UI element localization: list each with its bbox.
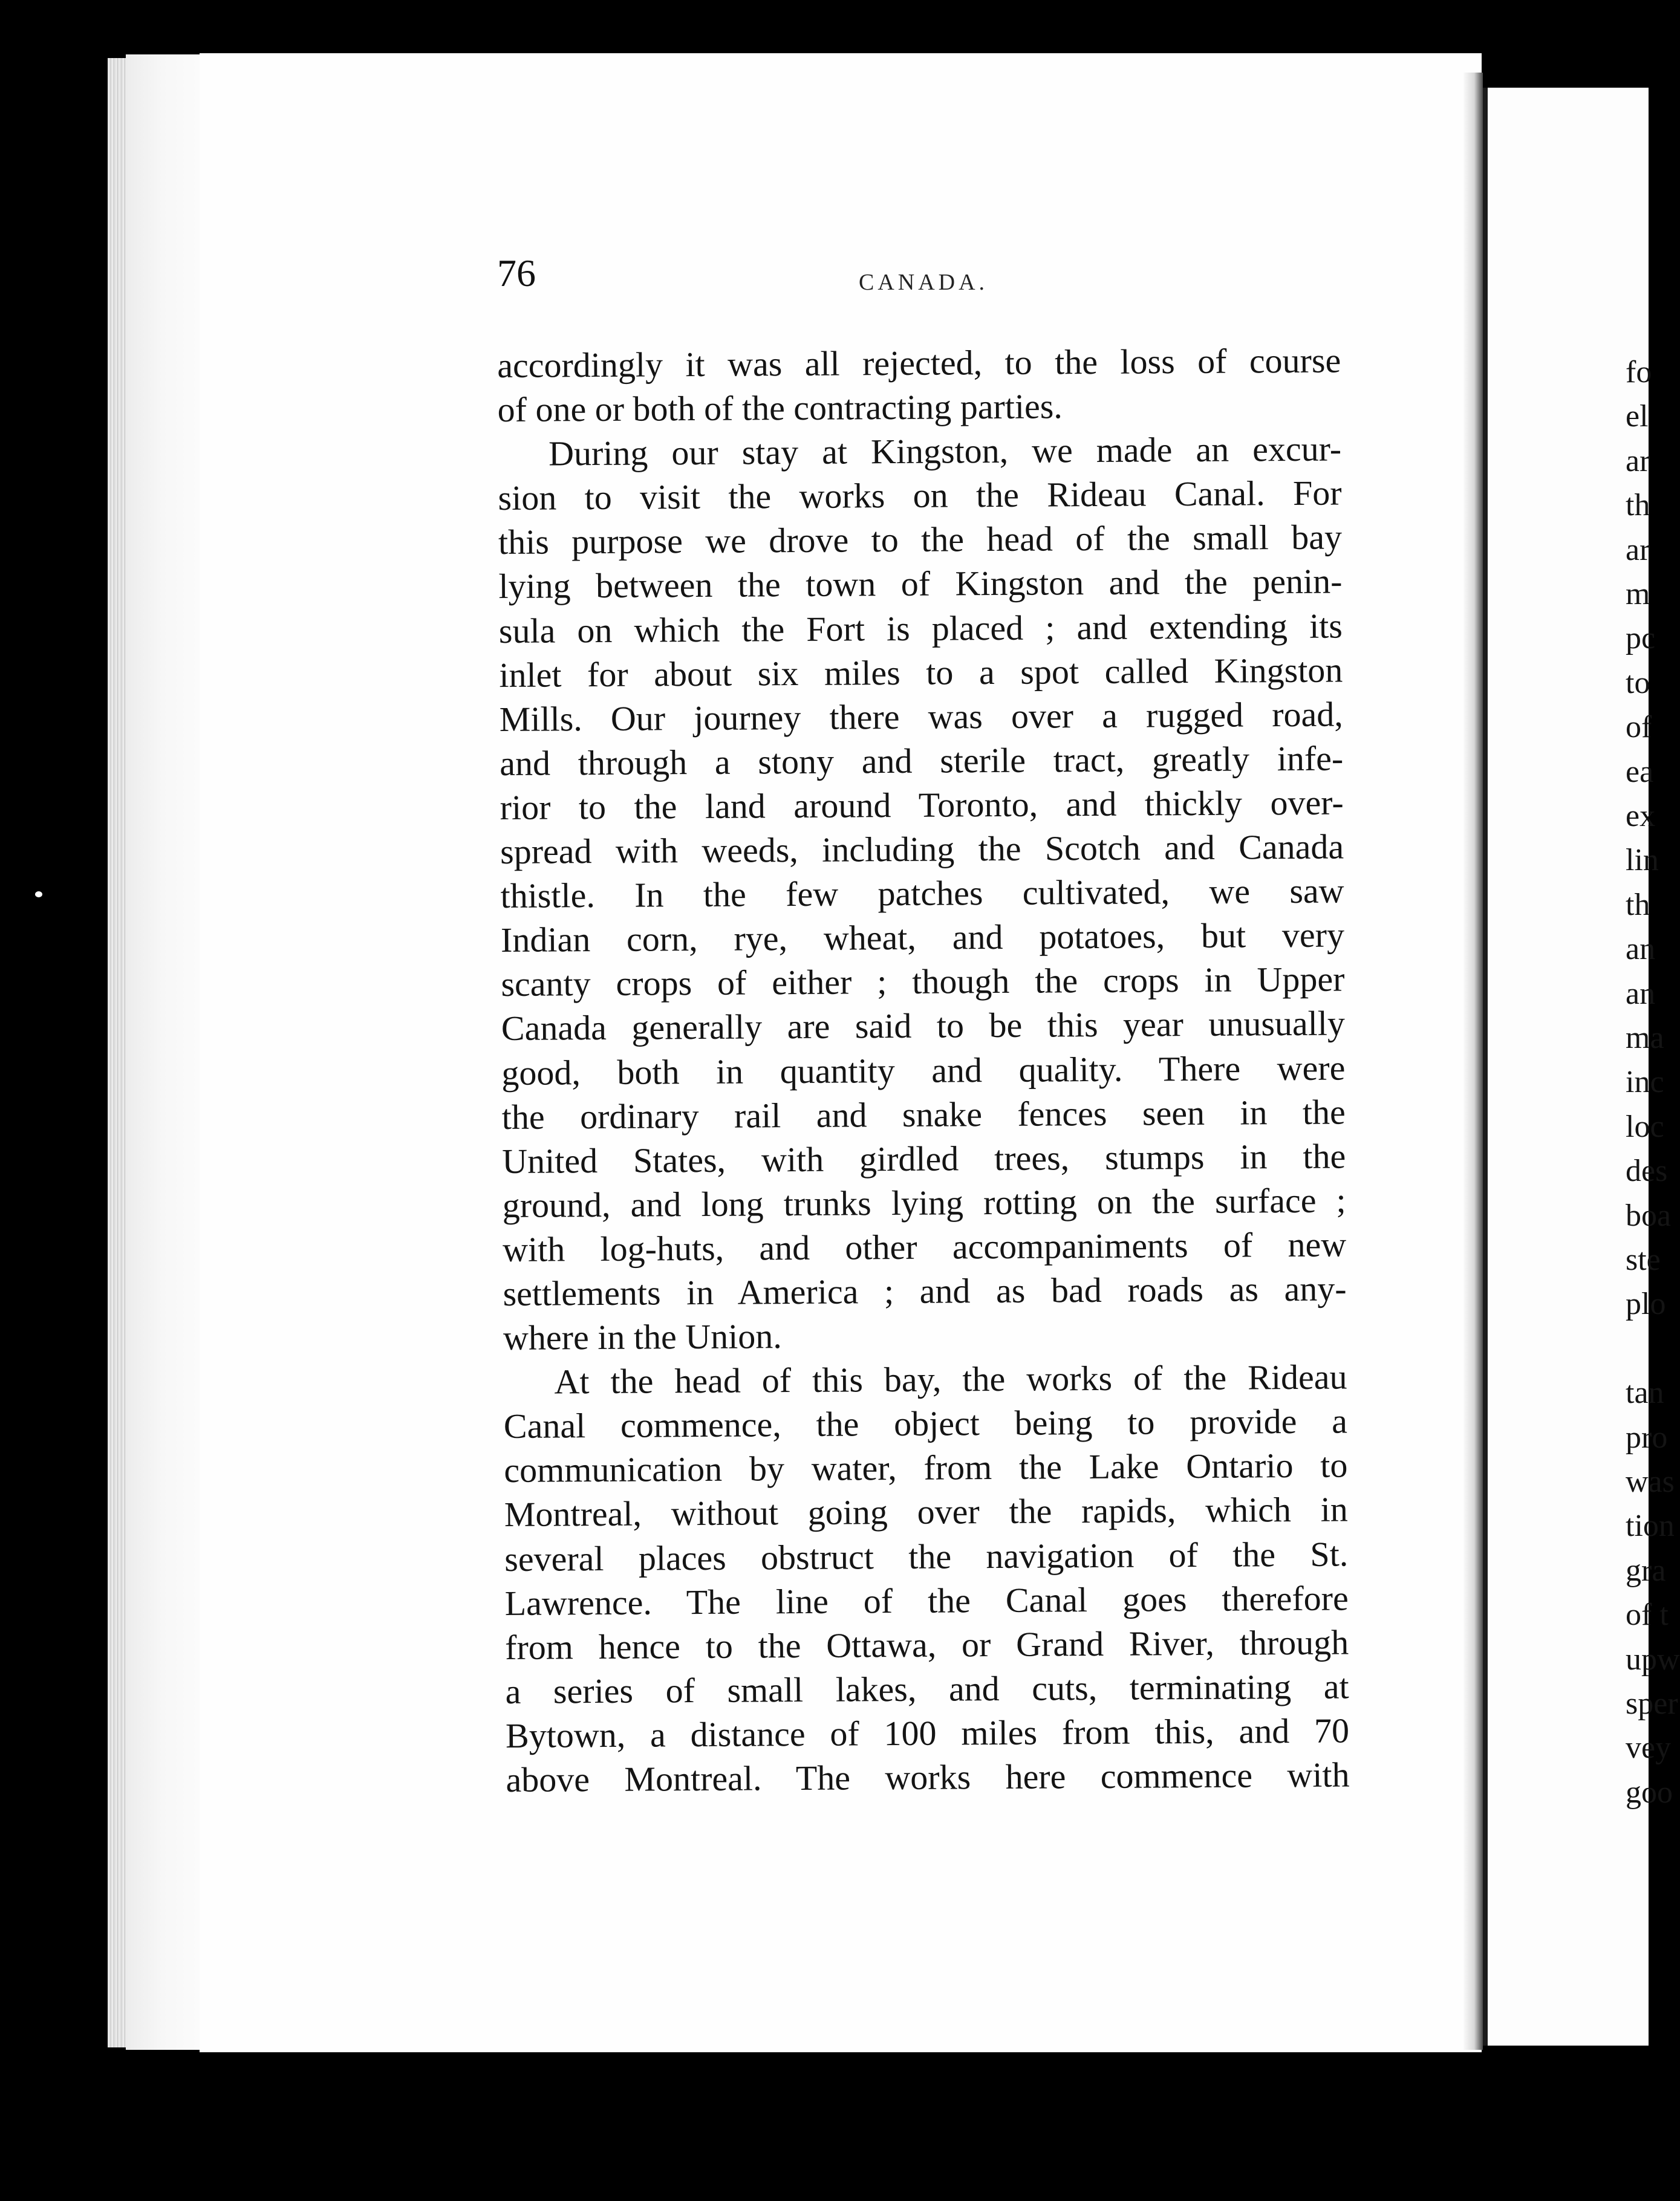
page-edges bbox=[108, 58, 126, 2047]
text-line: of one or both of the contracting parties. bbox=[497, 386, 1063, 430]
text-line: above Montreal. The works here commence with bbox=[506, 1755, 1350, 1799]
right-page-fragment: an bbox=[1626, 932, 1656, 967]
right-page-fragment: pc bbox=[1626, 621, 1656, 656]
right-page-fragment: m bbox=[1626, 577, 1650, 611]
right-page-fragment: inc bbox=[1626, 1065, 1664, 1100]
text-line: Lawrence. The line of the Canal goes therefore bbox=[504, 1578, 1349, 1623]
text-line: Canal commence, the object being to provide a bbox=[503, 1401, 1348, 1446]
right-page-fragment: lin bbox=[1626, 843, 1659, 878]
right-page-fragment: ar bbox=[1626, 532, 1650, 567]
scan-speck bbox=[35, 891, 42, 897]
text-line: United States, with girdled trees, stumps in the bbox=[502, 1136, 1346, 1181]
text-line: a series of small lakes, and cuts, terminating at bbox=[505, 1666, 1349, 1711]
text-line: this purpose we drove to the head of the small bay bbox=[498, 517, 1343, 562]
right-page-fragment: pro bbox=[1626, 1420, 1668, 1455]
right-page-edge bbox=[1483, 88, 1488, 2046]
text-line: ground, and long trunks lying rotting on the surface ; bbox=[502, 1180, 1346, 1225]
right-page-fragment: sper bbox=[1626, 1686, 1678, 1721]
right-page-fragment: loc bbox=[1626, 1109, 1664, 1144]
running-head: CANADA. bbox=[859, 270, 989, 295]
right-page-fragment: ste bbox=[1626, 1243, 1661, 1277]
text-line: Mills. Our journey there was over a rugged road, bbox=[499, 694, 1343, 739]
text-line: Indian corn, rye, wheat, and potatoes, but very bbox=[500, 915, 1345, 960]
right-page-fragment: upw bbox=[1626, 1642, 1680, 1677]
text-line: During our stay at Kingston, we made an excur- bbox=[548, 429, 1342, 473]
book-gutter bbox=[1463, 73, 1483, 2050]
text-line: rior to the land around Toronto, and thickly over- bbox=[500, 782, 1344, 827]
right-page-fragment: ma bbox=[1626, 1021, 1664, 1055]
right-page-fragment: el bbox=[1626, 399, 1649, 434]
text-line: scanty crops of either ; though the crops in Upper bbox=[501, 959, 1345, 1004]
right-page-fragment: to bbox=[1626, 665, 1650, 700]
text-line: the ordinary rail and snake fences seen in the bbox=[501, 1092, 1346, 1137]
right-page-fragment: th bbox=[1626, 887, 1650, 922]
text-line: At the head of this bay, the works of the Rideau bbox=[554, 1357, 1347, 1402]
text-line: sula on which the Fort is placed ; and extending its bbox=[498, 606, 1343, 651]
text-line: communication by water, from the Lake Ontario to bbox=[504, 1445, 1348, 1491]
text-line: from hence to the Ottawa, or Grand River, through bbox=[504, 1622, 1349, 1667]
text-line: Canada generally are said to be this year unusually bbox=[501, 1003, 1346, 1048]
right-page-fragment: vey bbox=[1626, 1731, 1672, 1766]
right-page-fragment: an bbox=[1626, 976, 1656, 1011]
text-line: several places obstruct the navigation of the St. bbox=[504, 1533, 1349, 1579]
body-text bbox=[497, 338, 1350, 1802]
right-page-fragment: of t bbox=[1626, 1598, 1669, 1633]
text-line: sion to visit the works on the Rideau Canal. For bbox=[498, 473, 1342, 518]
text-line: with log-huts, and other accompaniments of new bbox=[502, 1224, 1347, 1269]
right-page-fragment: was bbox=[1626, 1465, 1675, 1499]
text-line: thistle. In the few patches cultivated, we saw bbox=[500, 871, 1344, 916]
right-page-fragment: gra bbox=[1626, 1553, 1666, 1588]
text-line: accordingly it was all rejected, to the loss of course bbox=[497, 340, 1341, 385]
right-page-fragment: of bbox=[1626, 710, 1652, 745]
right-page-fragment: th bbox=[1626, 488, 1650, 523]
right-page-fragment: fo bbox=[1626, 355, 1652, 389]
right-page bbox=[1483, 88, 1649, 2046]
right-page-fragment: ar bbox=[1626, 443, 1650, 478]
right-page-fragment: tion bbox=[1626, 1509, 1675, 1544]
text-line: spread with weeds, including the Scotch and Canada bbox=[500, 827, 1344, 872]
text-line: Bytown, a distance of 100 miles from this, and 70 bbox=[505, 1711, 1350, 1755]
text-line: good, both in quantity and quality. There were bbox=[501, 1047, 1346, 1093]
right-page-fragment: plo bbox=[1626, 1287, 1666, 1322]
right-page-fragment: tan bbox=[1626, 1376, 1664, 1411]
right-page-fragment: boa bbox=[1626, 1198, 1672, 1233]
text-line: settlements in America ; and as bad roads as any- bbox=[503, 1269, 1347, 1313]
text-line: where in the Union. bbox=[503, 1316, 782, 1358]
right-page-fragment: ea bbox=[1626, 754, 1654, 789]
right-page-fragment: des bbox=[1626, 1154, 1668, 1189]
page-number: 76 bbox=[497, 252, 536, 294]
right-page-fragment: ex bbox=[1626, 799, 1656, 833]
text-line: inlet for about six miles to a spot called Kingston bbox=[499, 650, 1343, 695]
right-page-fragment: goo bbox=[1626, 1775, 1673, 1810]
text-line: lying between the town of Kingston and the penin- bbox=[498, 561, 1343, 606]
text-line: Montreal, without going over the rapids, which in bbox=[504, 1489, 1349, 1535]
text-line: and through a stony and sterile tract, greatly infe- bbox=[500, 738, 1344, 783]
